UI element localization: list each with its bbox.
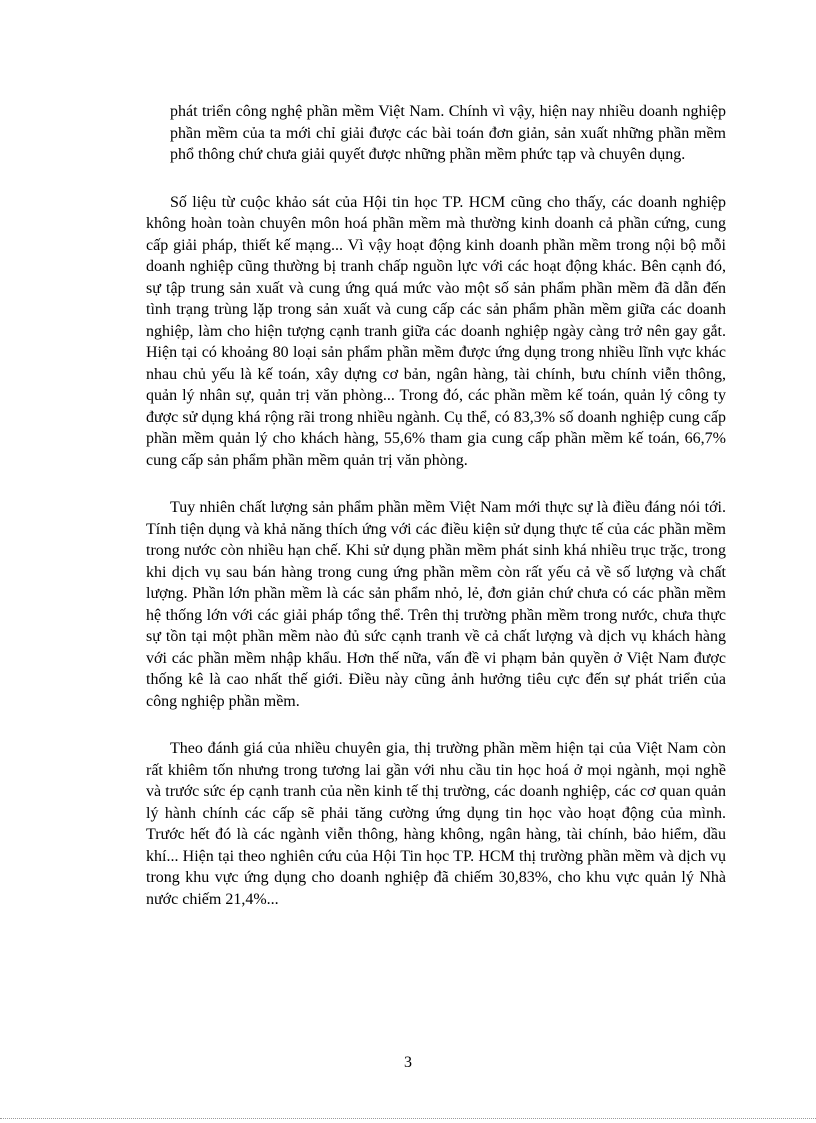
paragraph-2: Số liệu từ cuộc khảo sát của Hội tin học TP. HCM cũng cho thấy, các doanh nghiệp không hoàn toàn chuyên môn hoá phần mềm mà thường kinh doanh cả phần cứng, cung cấp giải pháp, thiết kế mạng... Vì vậy hoạt động kinh doanh phần mềm trong nội bộ mỗi doanh nghiệp cũng thường bị tranh chấp nguồn lực với các hoạt động khác. Bên cạnh đó, sự tập trung sản xuất và cung ứng quá mức vào một số sản phẩm phần mềm đã dẫn đến tình trạng trùng lặp trong sản xuất và cung cấp các sản phẩm phần mềm giữa các doanh nghiệp, làm cho hiện tượng cạnh tranh giữa các doanh nghiệp ngày càng trở nên gay gắt. Hiện tại có khoảng 80 loại sản phẩm phần mềm được ứng dụng trong nhiều lĩnh vực khác nhau chủ yếu là kế toán, xây dựng cơ bản, ngân hàng, tài chính, bưu chính viễn thông, quản lý nhân sự, quản trị văn phòng... Trong đó, các phần mềm kế toán, quản lý công ty được sử dụng khá rộng rãi trong nhiều ngành. Cụ thể, có 83,3% số doanh nghiệp cung cấp phần mềm quản lý cho khách hàng, 55,6% tham gia cung cấp phần mềm kế toán, 66,7% cung cấp sản phẩm phần mềm quản trị văn phòng. [146,193,726,469]
body-text [146,101,726,936]
page-number: 3 [404,1054,412,1071]
paragraph-3: Tuy nhiên chất lượng sản phẩm phần mềm Việt Nam mới thực sự là điều đáng nói tới. Tính tiện dụng và khả năng thích ứng với các điều kiện sử dụng thực tế của các phần mềm trong nước còn nhiều hạn chế. Khi sử dụng phần mềm phát sinh khá nhiều trục trặc, trong khi dịch vụ sau bán hàng trong cung ứng phần mềm còn rất yếu cả về số lượng và chất lượng. Phần lớn phần mềm là các sản phẩm nhỏ, lẻ, đơn giản chứ chưa có các phần mềm hệ thống lớn với các giải pháp tổng thể. Trên thị trường phần mềm trong nước, chưa thực sự tồn tại một phần mềm nào đủ sức cạnh tranh về cả chất lượng và dịch vụ khách hàng với các phần mềm nhập khẩu. Hơn thế nữa, vấn đề vi phạm bản quyền ở Việt Nam được thống kê là cao nhất thế giới. Điều này cũng ảnh hưởng tiêu cực đến sự phát triển của công nghiệp phần mềm. [146,499,726,710]
page-bottom-border [0,1118,816,1119]
paragraph-1: phát triển công nghệ phần mềm Việt Nam. Chính vì vậy, hiện nay nhiều doanh nghiệp phần mềm của ta mới chỉ giải được các bài toán đơn giản, sản xuất những phần mềm phổ thông chứ chưa giải quyết được những phần mềm phức tạp và chuyên dụng. [170,103,726,163]
paragraph-4: Theo đánh giá của nhiều chuyên gia, thị trường phần mềm hiện tại của Việt Nam còn rất khiêm tốn nhưng trong tương lai gần với nhu cầu tin học hoá ở mọi ngành, mọi nghề và trước sức ép cạnh tranh của nền kinh tế thị trường, các doanh nghiệp, các cơ quan quản lý hành chính các cấp sẽ phải tăng cường ứng dụng tin học vào hoạt động của mình. Trước hết đó là các ngành viễn thông, hàng không, ngân hàng, tài chính, bảo hiểm, dầu khí... Hiện tại theo nghiên cứu của Hội Tin học TP. HCM thị trường phần mềm và dịch vụ trong khu vực ứng dụng cho doanh nghiệp đã chiếm 30,83%, cho khu vực quản lý Nhà nước chiếm 21,4%... [146,740,726,908]
